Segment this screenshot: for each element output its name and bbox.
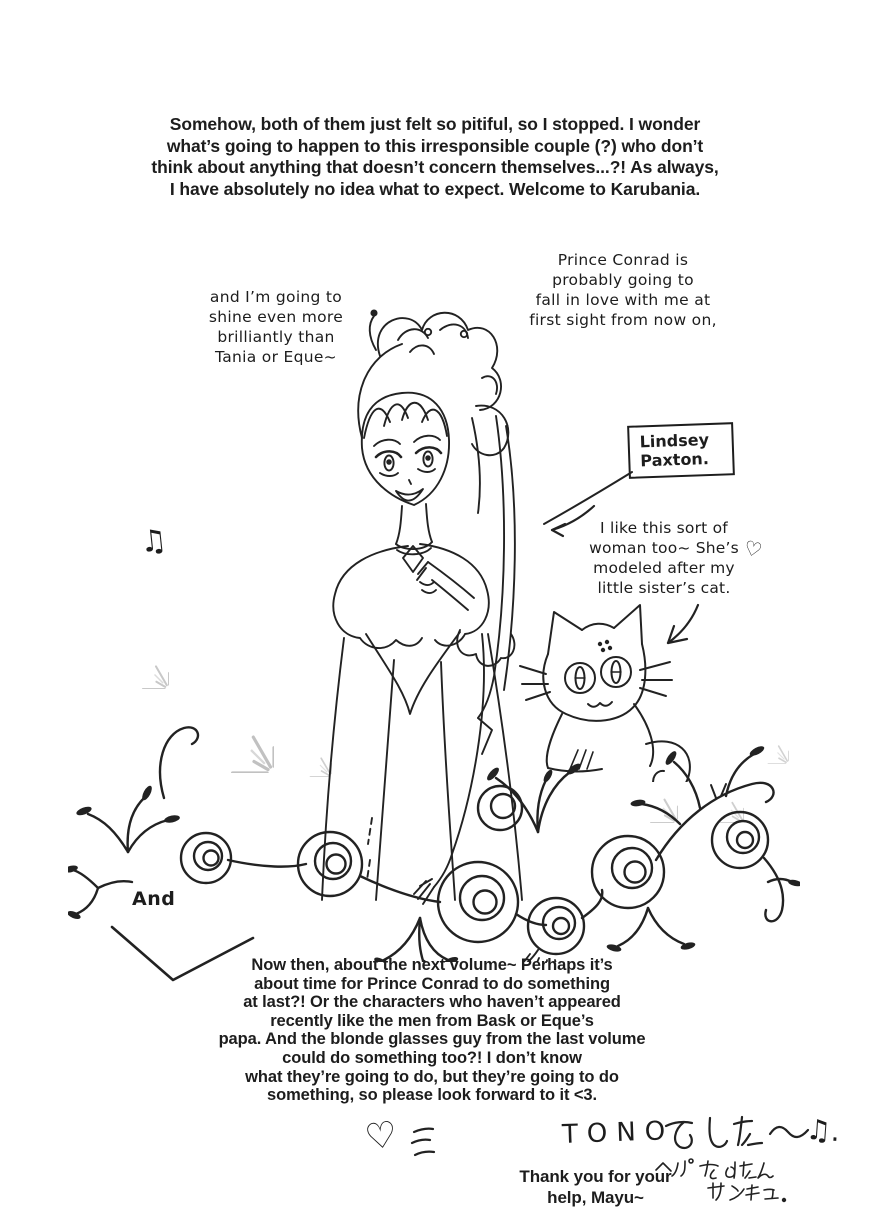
closing-paragraph xyxy=(140,956,724,1105)
closing-line: recently like the men from Bask or Eque’s xyxy=(270,1011,594,1030)
intro-line: what’s going to happen to this irresponsible couple (?) who don’t xyxy=(166,135,704,156)
closing-line: Now then, about the next volume~ Perhaps it’s xyxy=(251,956,613,974)
thanks-line: Thank you for your xyxy=(519,1167,672,1186)
speech-line: shine even more xyxy=(208,308,344,326)
closing-line: could do something too?! I don’t know xyxy=(282,1048,582,1067)
signature-note: ♫. xyxy=(804,1112,842,1149)
speech-line: fall in love with me at xyxy=(535,291,711,309)
and-label: And xyxy=(132,888,176,910)
intro-line: Somehow, both of them just felt so pitiful, so I stopped. I wonder xyxy=(169,114,701,134)
intro-line: think about anything that doesn’t concern themselves...?! As always, xyxy=(151,157,719,177)
speech-line: Tania or Eque~ xyxy=(215,348,337,366)
name-box-line: Paxton. xyxy=(640,449,710,471)
speech-line: modeled after my xyxy=(593,559,735,577)
left-arrow-icon xyxy=(542,499,600,539)
closing-line: what they’re going to do, but they’re going to do xyxy=(245,1067,619,1086)
closing-line: something, so please look forward to it <3. xyxy=(267,1086,597,1105)
intro-line: I have absolutely no idea what to expect. Welcome to Karubania. xyxy=(169,178,701,199)
cat-note xyxy=(576,518,752,598)
signature-latin: TONO xyxy=(561,1116,675,1150)
speech-line: and I’m going to xyxy=(209,288,343,306)
thanks-line: help, Mayu~ xyxy=(547,1188,644,1207)
closing-line: papa. And the blonde glasses guy from the last volume xyxy=(218,1030,646,1049)
intro-paragraph xyxy=(118,114,752,200)
name-box-line: Lindsey xyxy=(639,430,710,452)
speech-line: probably going to xyxy=(552,271,694,289)
mi-strokes-icon xyxy=(408,1126,442,1162)
small-heart-icon: ♡ xyxy=(741,535,765,563)
signature-kana-icon xyxy=(662,1112,812,1157)
speech-line: woman too~ She’s xyxy=(589,539,739,557)
sparkle xyxy=(111,631,169,689)
speech-line: I like this sort of xyxy=(600,519,728,537)
closing-line: at last?! Or the characters who haven’t appeared xyxy=(243,993,621,1012)
speech-line: first sight from now on, xyxy=(529,311,717,329)
thanks-note xyxy=(508,1166,683,1208)
speech-line: brilliantly than xyxy=(217,328,335,346)
heart-icon: ♡ xyxy=(362,1113,400,1160)
speech-line: little sister’s cat. xyxy=(597,579,731,597)
closing-line: about time for Prince Conrad to do something xyxy=(254,974,610,993)
music-notes-icon: ♫ xyxy=(138,522,169,561)
speech-line: Prince Conrad is xyxy=(557,251,689,269)
name-box xyxy=(627,422,735,479)
